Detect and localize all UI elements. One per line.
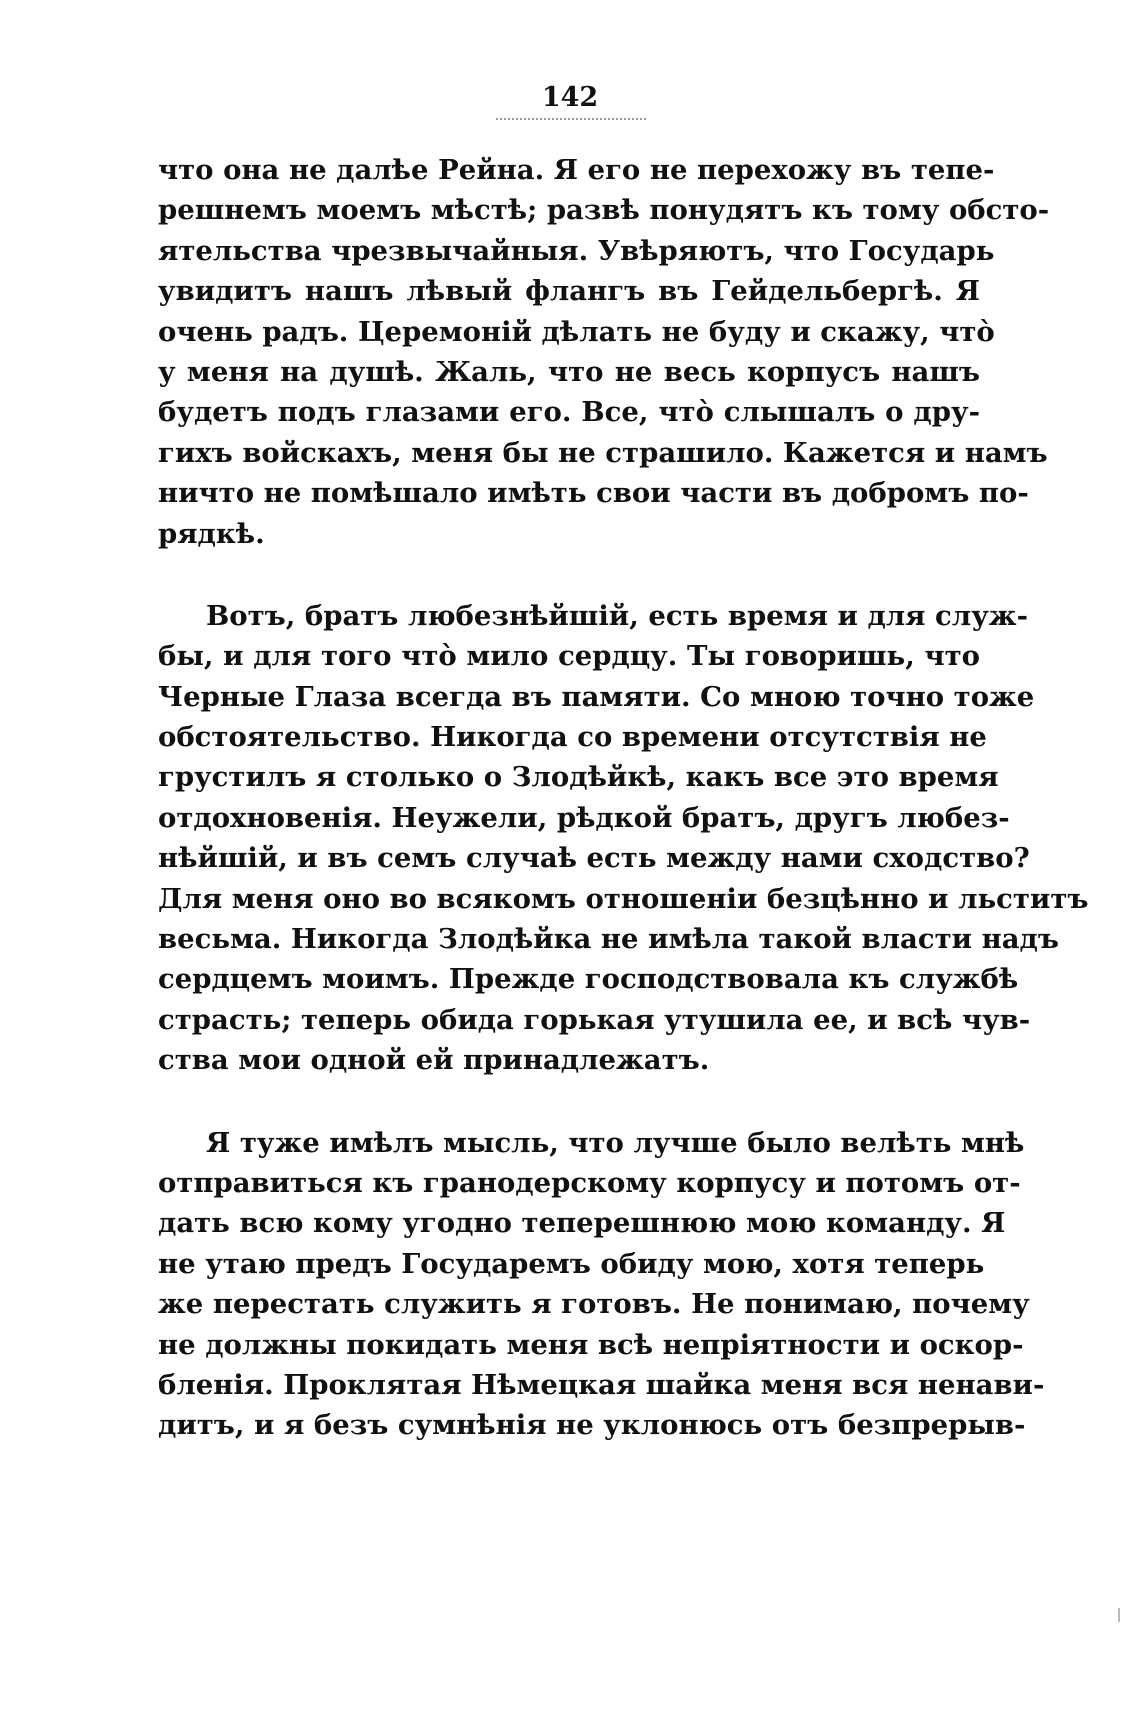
text-line: дитъ, и я безъ сумнѣнія не уклонюсь отъ безпрерыв-: [158, 1409, 1026, 1442]
text-line: Черные Глаза всегда въ памяти. Со мною точно тоже: [158, 680, 1035, 713]
text-line: не должны покидать меня всѣ непріятности и оскор-: [158, 1328, 1024, 1361]
text-line: Я туже имѣлъ мысль, что лучше было велѣть мнѣ: [206, 1126, 1025, 1159]
page-number: 142: [541, 82, 599, 113]
text-line: бленія. Проклятая Нѣмецкая шайка меня вся ненави-: [158, 1368, 1045, 1401]
text-line: Вотъ, братъ любезнѣйшій, есть время и для служ-: [206, 599, 1028, 632]
text-line: бы, и для того что̀ мило сердцу. Ты говоришь, что: [158, 640, 980, 673]
text-line: сердцемъ моимъ. Прежде господствовала къ службѣ: [158, 963, 1019, 996]
text-line: не утаю предъ Государемъ обиду мою, хотя теперь: [158, 1247, 985, 1280]
text-line: увидитъ нашъ лѣвый флангъ въ Гейдельбергѣ. Я: [158, 275, 980, 308]
paragraph-gap: [158, 554, 980, 596]
text-line: весьма. Никогда Злодѣйка не имѣла такой власти надъ: [158, 923, 1059, 956]
text-line: отправиться къ гранодерскому корпусу и потомъ от-: [158, 1166, 1021, 1199]
text-line: Для меня оно во всякомъ отношеніи безцѣнно и льститъ: [158, 882, 1089, 915]
text-line: ства мои одной ей принадлежатъ.: [158, 1044, 710, 1077]
paragraph-2: [158, 596, 1089, 1081]
text-line: что она не далѣе Рейна. Я его не перехожу въ тепе-: [158, 154, 995, 186]
text-line: ничто не помѣшало имѣть свои части въ добромъ по-: [158, 477, 1029, 510]
scan-edge-mark: [1118, 1608, 1120, 1622]
paragraph-3: [158, 1123, 1045, 1446]
text-line: обстоятельство. Никогда со времени отсутствія не: [158, 721, 987, 754]
text-line: отдохновенія. Неужели, рѣдкой братъ, другъ любез-: [158, 801, 1010, 834]
paragraph-1: [158, 150, 1050, 554]
text-line: страсть; теперь обида горькая утушила ее, и всѣ чув-: [158, 1003, 1031, 1036]
text-line: дать всю кому угодно теперешнюю мою команду. Я: [158, 1207, 1006, 1240]
text-line: грустилъ я столько о Злодѣйкѣ, какъ все это время: [158, 761, 999, 794]
text-line: решнемъ моемъ мѣстѣ; развѣ понудятъ къ тому обсто-: [158, 194, 1050, 227]
text-line: гихъ войскахъ, меня бы не страшило. Кажется и намъ: [158, 436, 1048, 469]
paragraph-gap: [158, 1081, 980, 1123]
text-line: нѣйшій, и въ семъ случаѣ есть между нами сходство?: [158, 842, 1030, 875]
text-line: будетъ подъ глазами его. Все, что̀ слышалъ о дру-: [158, 396, 980, 429]
text-line: рядкѣ.: [158, 517, 265, 550]
text-line: же перестать служить я готовъ. Не понимаю, почему: [158, 1288, 1030, 1321]
text-line: ятельства чрезвычайныя. Увѣряютъ, что Государь: [158, 234, 995, 267]
header-dotted-rule: [496, 118, 646, 120]
text-line: очень радъ. Церемоній дѣлать не буду и скажу, что̀: [158, 315, 995, 348]
page-body: [158, 150, 1089, 1446]
text-line: у меня на душѣ. Жаль, что не весь корпусъ нашъ: [158, 355, 980, 388]
